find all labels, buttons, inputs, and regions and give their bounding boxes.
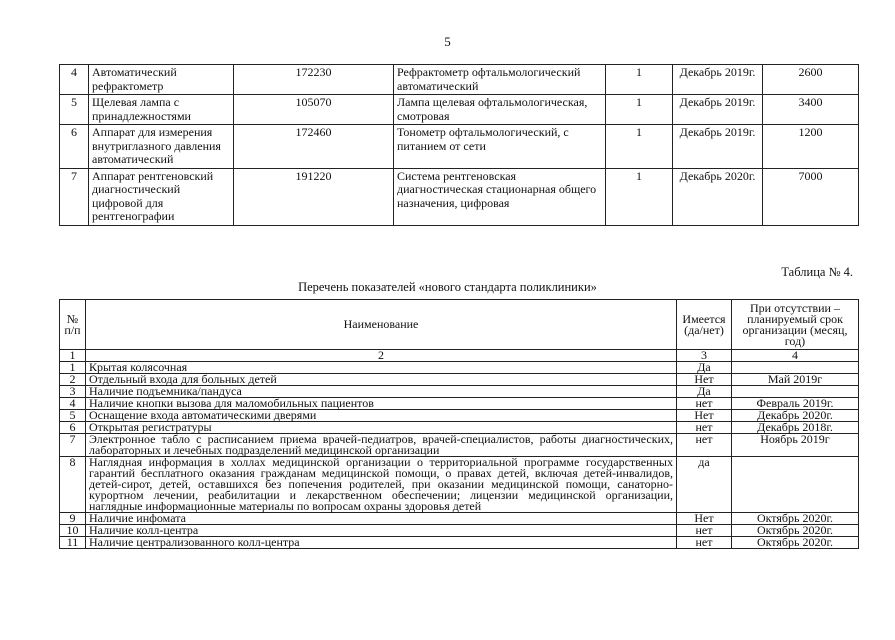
row-number: 7 xyxy=(60,434,86,457)
equipment-code: 172460 xyxy=(234,125,394,169)
equipment-name: Аппарат для измерения внутриглазного давления автоматический xyxy=(89,125,234,169)
equipment-price: 2600 xyxy=(763,65,859,95)
equipment-price: 1200 xyxy=(763,125,859,169)
equipment-date: Декабрь 2020г. xyxy=(673,168,763,225)
indicator-name: Крытая колясочная xyxy=(86,362,677,374)
column-number: 2 xyxy=(86,350,677,362)
equipment-date: Декабрь 2019г. xyxy=(673,95,763,125)
equipment-price: 7000 xyxy=(763,168,859,225)
row-number: 5 xyxy=(60,95,89,125)
indicator-available: Да xyxy=(677,386,732,398)
equipment-table xyxy=(59,64,859,226)
table-row xyxy=(60,537,859,549)
indicator-available: Нет xyxy=(677,513,732,525)
row-number: 4 xyxy=(60,398,86,410)
equipment-code: 191220 xyxy=(234,168,394,225)
header-available: Имеется (да/нет) xyxy=(677,300,732,350)
row-number: 4 xyxy=(60,65,89,95)
equipment-description: Тонометр офтальмологический, с питанием от сети xyxy=(394,125,606,169)
row-number: 9 xyxy=(60,513,86,525)
indicator-name: Наличие инфомата xyxy=(86,513,677,525)
indicator-name: Отдельный входа для больных детей xyxy=(86,374,677,386)
table-row xyxy=(60,434,859,457)
table-row xyxy=(60,95,859,125)
table-caption: Перечень показателей «нового стандарта поликлиники» xyxy=(298,280,597,294)
equipment-quantity: 1 xyxy=(606,125,673,169)
row-number: 11 xyxy=(60,537,86,549)
indicator-planned: Октябрь 2020г. xyxy=(732,537,859,549)
equipment-quantity: 1 xyxy=(606,168,673,225)
indicator-planned: Октябрь 2020г. xyxy=(732,525,859,537)
equipment-price: 3400 xyxy=(763,95,859,125)
indicator-available: да xyxy=(677,457,732,513)
indicator-planned: Декабрь 2020г. xyxy=(732,410,859,422)
row-number: 1 xyxy=(60,362,86,374)
equipment-name: Щелевая лампа с принадлежностями xyxy=(89,95,234,125)
indicator-name: Наличие подъемника/пандуса xyxy=(86,386,677,398)
equipment-name: Автоматический рефрактометр xyxy=(89,65,234,95)
equipment-description: Лампа щелевая офтальмологическая, смотровая xyxy=(394,95,606,125)
indicator-planned: Май 2019г xyxy=(732,374,859,386)
row-number: 8 xyxy=(60,457,86,513)
equipment-code: 105070 xyxy=(234,95,394,125)
indicator-name: Оснащение входа автоматическими дверями xyxy=(86,410,677,422)
row-number: 2 xyxy=(60,374,86,386)
indicator-available: нет xyxy=(677,525,732,537)
column-number: 4 xyxy=(732,350,859,362)
indicator-name: Наличие колл-центра xyxy=(86,525,677,537)
table-row xyxy=(60,168,859,225)
equipment-quantity: 1 xyxy=(606,95,673,125)
indicator-planned: Декабрь 2018г. xyxy=(732,422,859,434)
indicator-available: Да xyxy=(677,362,732,374)
indicator-available: нет xyxy=(677,434,732,457)
equipment-description: Рефрактометр офтальмологический автоматический xyxy=(394,65,606,95)
indicator-planned: Ноябрь 2019г xyxy=(732,434,859,457)
indicator-name: Наглядная информация в холлах медицинской организации о территориальной программе государственных гарантий бесплатного оказания гражданам медицинской помощи, о правах детей, включая детей-инвалидов, детей-сирот, детей, оставшихся без попечения родителей, при оказании медицинской помощи, санаторно-курортном лечении, реабилитации и лекарственном обеспечении; лицензии медицинской организации, наглядные информационные материалы по вопросам охраны здоровья детей xyxy=(86,457,677,513)
equipment-name: Аппарат рентгеновский диагностический цифровой для рентгенографии xyxy=(89,168,234,225)
indicators-table xyxy=(59,299,859,549)
table-row xyxy=(60,457,859,513)
indicator-name: Электронное табло с расписанием приема врачей-педиатров, врачей-специалистов, работы диагностических, лабораторных и лечебных подразделений медицинской организации xyxy=(86,434,677,457)
row-number: 7 xyxy=(60,168,89,225)
indicator-name: Открытая регистратуры xyxy=(86,422,677,434)
header-num: № п/п xyxy=(60,300,86,350)
table-row xyxy=(60,65,859,95)
indicator-available: нет xyxy=(677,422,732,434)
column-number: 3 xyxy=(677,350,732,362)
equipment-code: 172230 xyxy=(234,65,394,95)
indicator-available: нет xyxy=(677,537,732,549)
indicator-available: нет xyxy=(677,398,732,410)
indicator-name: Наличие централизованного колл-центра xyxy=(86,537,677,549)
equipment-date: Декабрь 2019г. xyxy=(673,125,763,169)
header-planned: При отсутствии – планируемый срок организации (месяц, год) xyxy=(732,300,859,350)
row-number: 5 xyxy=(60,410,86,422)
equipment-date: Декабрь 2019г. xyxy=(673,65,763,95)
indicator-available: Нет xyxy=(677,410,732,422)
indicator-planned: Февраль 2019г. xyxy=(732,398,859,410)
header-name: Наименование xyxy=(86,300,677,350)
page-number: 5 xyxy=(444,34,451,49)
row-number: 6 xyxy=(60,125,89,169)
row-number: 3 xyxy=(60,386,86,398)
indicator-planned: Октябрь 2020г. xyxy=(732,513,859,525)
indicator-planned xyxy=(732,457,859,513)
row-number: 6 xyxy=(60,422,86,434)
equipment-quantity: 1 xyxy=(606,65,673,95)
indicator-available: Нет xyxy=(677,374,732,386)
table-row xyxy=(60,125,859,169)
indicator-name: Наличие кнопки вызова для маломобильных пациентов xyxy=(86,398,677,410)
header-row xyxy=(60,300,859,350)
row-number: 10 xyxy=(60,525,86,537)
table-label: Таблица № 4. xyxy=(781,265,853,279)
column-number: 1 xyxy=(60,350,86,362)
equipment-description: Система рентгеновская диагностическая стационарная общего назначения, цифровая xyxy=(394,168,606,225)
